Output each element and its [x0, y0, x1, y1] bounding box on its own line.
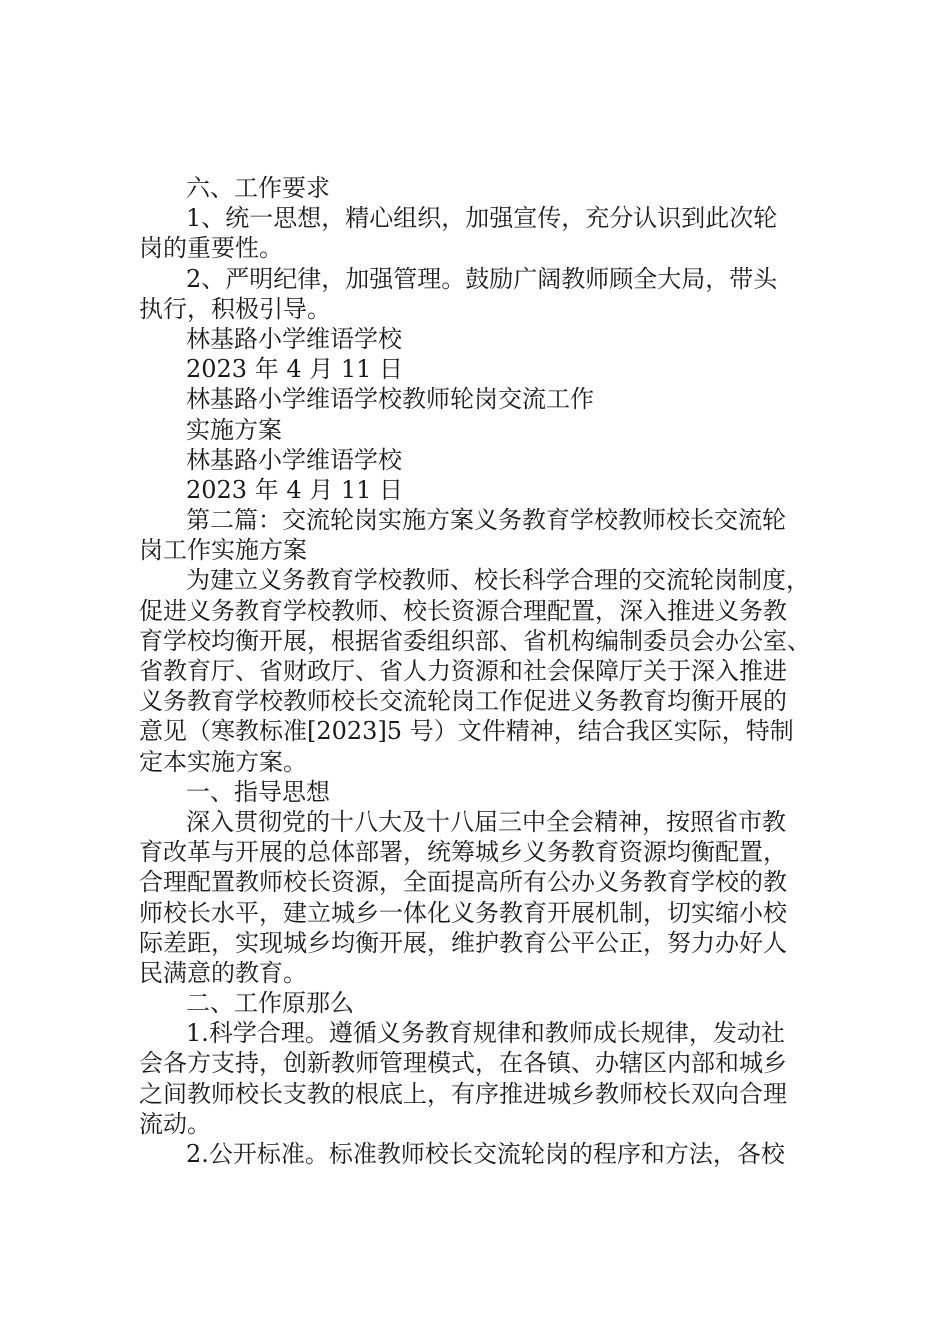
text-line: 义务教育学校教师校长交流轮岗工作促进义务教育均衡开展的 — [139, 687, 787, 716]
text-line: 执行，积极引导。 — [139, 294, 331, 323]
document-body — [139, 173, 829, 1169]
text-line: 民满意的教育。 — [139, 958, 307, 987]
text-line: 际差距，实现城乡均衡开展，维护教育公平公正，努力办好人 — [139, 928, 787, 957]
text-line: 一、指导思想 — [186, 777, 330, 806]
text-line: 意见（寒教标准[2023]5 号）文件精神，结合我区实际，特制 — [139, 717, 794, 746]
text-line: 岗的重要性。 — [139, 234, 283, 263]
text-line: 定本实施方案。 — [139, 747, 307, 776]
text-line: 六、工作要求 — [186, 174, 330, 202]
text-line: 二、工作原那么 — [186, 989, 354, 1018]
text-line: 省教育厅、省财政厅、省人力资源和社会保障厅关于深入推进 — [139, 657, 787, 685]
text-line: 为建立义务教育学校教师、校长科学合理的交流轮岗制度， — [186, 566, 810, 595]
text-line: 师校长水平，建立城乡一体化义务教育开展机制，切实缩小校 — [139, 898, 787, 927]
text-line: 林基路小学维语学校 — [186, 445, 402, 474]
text-line: 林基路小学维语学校教师轮岗交流工作 — [186, 385, 594, 414]
text-line: 第二篇：交流轮岗实施方案义务教育学校教师校长交流轮 — [186, 506, 786, 535]
text-line: 促进义务教育学校教师、校长资源合理配置，深入推进义务教 — [139, 596, 787, 625]
text-line: 育改革与开展的总体部署，统筹城乡义务教育资源均衡配置， — [139, 838, 787, 867]
text-line: 2、严明纪律，加强管理。鼓励广阔教师顾全大局，带头 — [186, 264, 778, 293]
text-line: 会各方支持，创新教师管理模式，在各镇、办辖区内部和城乡 — [139, 1049, 787, 1078]
text-line: 实施方案 — [186, 415, 282, 444]
text-line: 2023 年 4 月 11 日 — [186, 475, 404, 504]
text-line: 2023 年 4 月 11 日 — [186, 355, 404, 384]
text-line: 2.公开标准。标准教师校长交流轮岗的程序和方法，各校 — [186, 1140, 785, 1168]
text-line: 1、统一思想，精心组织，加强宣传，充分认识到此次轮 — [186, 204, 778, 233]
text-line: 岗工作实施方案 — [139, 536, 307, 565]
text-line: 深入贯彻党的十八大及十八届三中全会精神，按照省市教 — [186, 807, 786, 836]
text-line: 林基路小学维语学校 — [186, 324, 402, 353]
text-line: 1.科学合理。遵循义务教育规律和教师成长规律，发动社 — [186, 1019, 785, 1048]
text-line: 流动。 — [139, 1109, 211, 1138]
text-line: 育学校均衡开展，根据省委组织部、省机构编制委员会办公室、 — [139, 626, 811, 655]
text-line: 之间教师校长支教的根底上，有序推进城乡教师校长双向合理 — [139, 1079, 787, 1108]
text-line: 合理配置教师校长资源，全面提高所有公办义务教育学校的教 — [139, 868, 787, 897]
